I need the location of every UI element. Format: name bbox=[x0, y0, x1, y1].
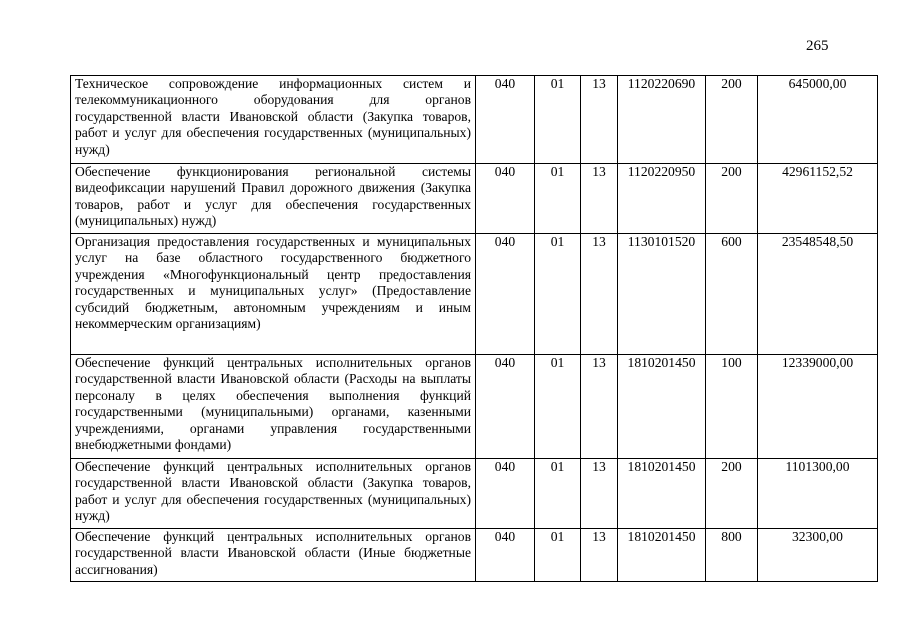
section-code: 01 bbox=[535, 459, 581, 529]
subsection-code: 13 bbox=[581, 355, 618, 459]
expense-type-code: 800 bbox=[706, 529, 758, 582]
table-row bbox=[71, 529, 878, 582]
ministry-code: 040 bbox=[476, 459, 535, 529]
amount: 12339000,00 bbox=[758, 355, 878, 459]
section-code: 01 bbox=[535, 76, 581, 164]
target-article-code: 1810201450 bbox=[618, 355, 706, 459]
subsection-code: 13 bbox=[581, 529, 618, 582]
expense-type-code: 200 bbox=[706, 76, 758, 164]
ministry-code: 040 bbox=[476, 234, 535, 355]
table-row bbox=[71, 355, 878, 459]
table-row bbox=[71, 76, 878, 164]
row-description: Техническое сопровождение информационных систем и телекоммуникационного оборудования для органов государственной власти Ивановской области (Закупка товаров, работ и услуг для обеспечения государственных (муниципальных) нужд) bbox=[71, 76, 476, 164]
target-article-code: 1810201450 bbox=[618, 529, 706, 582]
row-description: Обеспечение функций центральных исполнительных органов государственной власти Ивановской области (Закупка товаров, работ и услуг для обеспечения государственных (муниципальных) нужд) bbox=[71, 459, 476, 529]
expense-type-code: 100 bbox=[706, 355, 758, 459]
amount: 645000,00 bbox=[758, 76, 878, 164]
section-code: 01 bbox=[535, 529, 581, 582]
expense-type-code: 200 bbox=[706, 459, 758, 529]
row-description: Обеспечение функционирования региональной системы видеофиксации нарушений Правил дорожного движения (Закупка товаров, работ и услуг для обеспечения государственных (муниципальных) нужд) bbox=[71, 164, 476, 234]
amount: 23548548,50 bbox=[758, 234, 878, 355]
section-code: 01 bbox=[535, 355, 581, 459]
ministry-code: 040 bbox=[476, 529, 535, 582]
subsection-code: 13 bbox=[581, 76, 618, 164]
row-description: Обеспечение функций центральных исполнительных органов государственной власти Ивановской области (Иные бюджетные ассигнования) bbox=[71, 529, 476, 582]
ministry-code: 040 bbox=[476, 164, 535, 234]
amount: 1101300,00 bbox=[758, 459, 878, 529]
target-article-code: 1810201450 bbox=[618, 459, 706, 529]
expense-type-code: 600 bbox=[706, 234, 758, 355]
page-number: 265 bbox=[806, 38, 829, 54]
section-code: 01 bbox=[535, 164, 581, 234]
amount: 32300,00 bbox=[758, 529, 878, 582]
section-code: 01 bbox=[535, 234, 581, 355]
target-article-code: 1120220690 bbox=[618, 76, 706, 164]
row-description: Обеспечение функций центральных исполнительных органов государственной власти Ивановской области (Расходы на выплаты персоналу в целях обеспечения выполнения функций государственными (муниципальными) органами, казенными учреждениями, органами управления государственными внебюджетными фондами) bbox=[71, 355, 476, 459]
ministry-code: 040 bbox=[476, 76, 535, 164]
subsection-code: 13 bbox=[581, 164, 618, 234]
table-row bbox=[71, 459, 878, 529]
ministry-code: 040 bbox=[476, 355, 535, 459]
row-description: Организация предоставления государственных и муниципальных услуг на базе областного государственного бюджетного учреждения «Многофункциональный центр предоставления государственных и муниципальных услуг» (Предоставление субсидий бюджетным, автономным учреждениям и иным некоммерческим организациям) bbox=[71, 234, 476, 355]
target-article-code: 1130101520 bbox=[618, 234, 706, 355]
expense-type-code: 200 bbox=[706, 164, 758, 234]
target-article-code: 1120220950 bbox=[618, 164, 706, 234]
subsection-code: 13 bbox=[581, 234, 618, 355]
table-row bbox=[71, 234, 878, 355]
subsection-code: 13 bbox=[581, 459, 618, 529]
budget-table bbox=[70, 75, 878, 582]
amount: 42961152,52 bbox=[758, 164, 878, 234]
table-row bbox=[71, 164, 878, 234]
